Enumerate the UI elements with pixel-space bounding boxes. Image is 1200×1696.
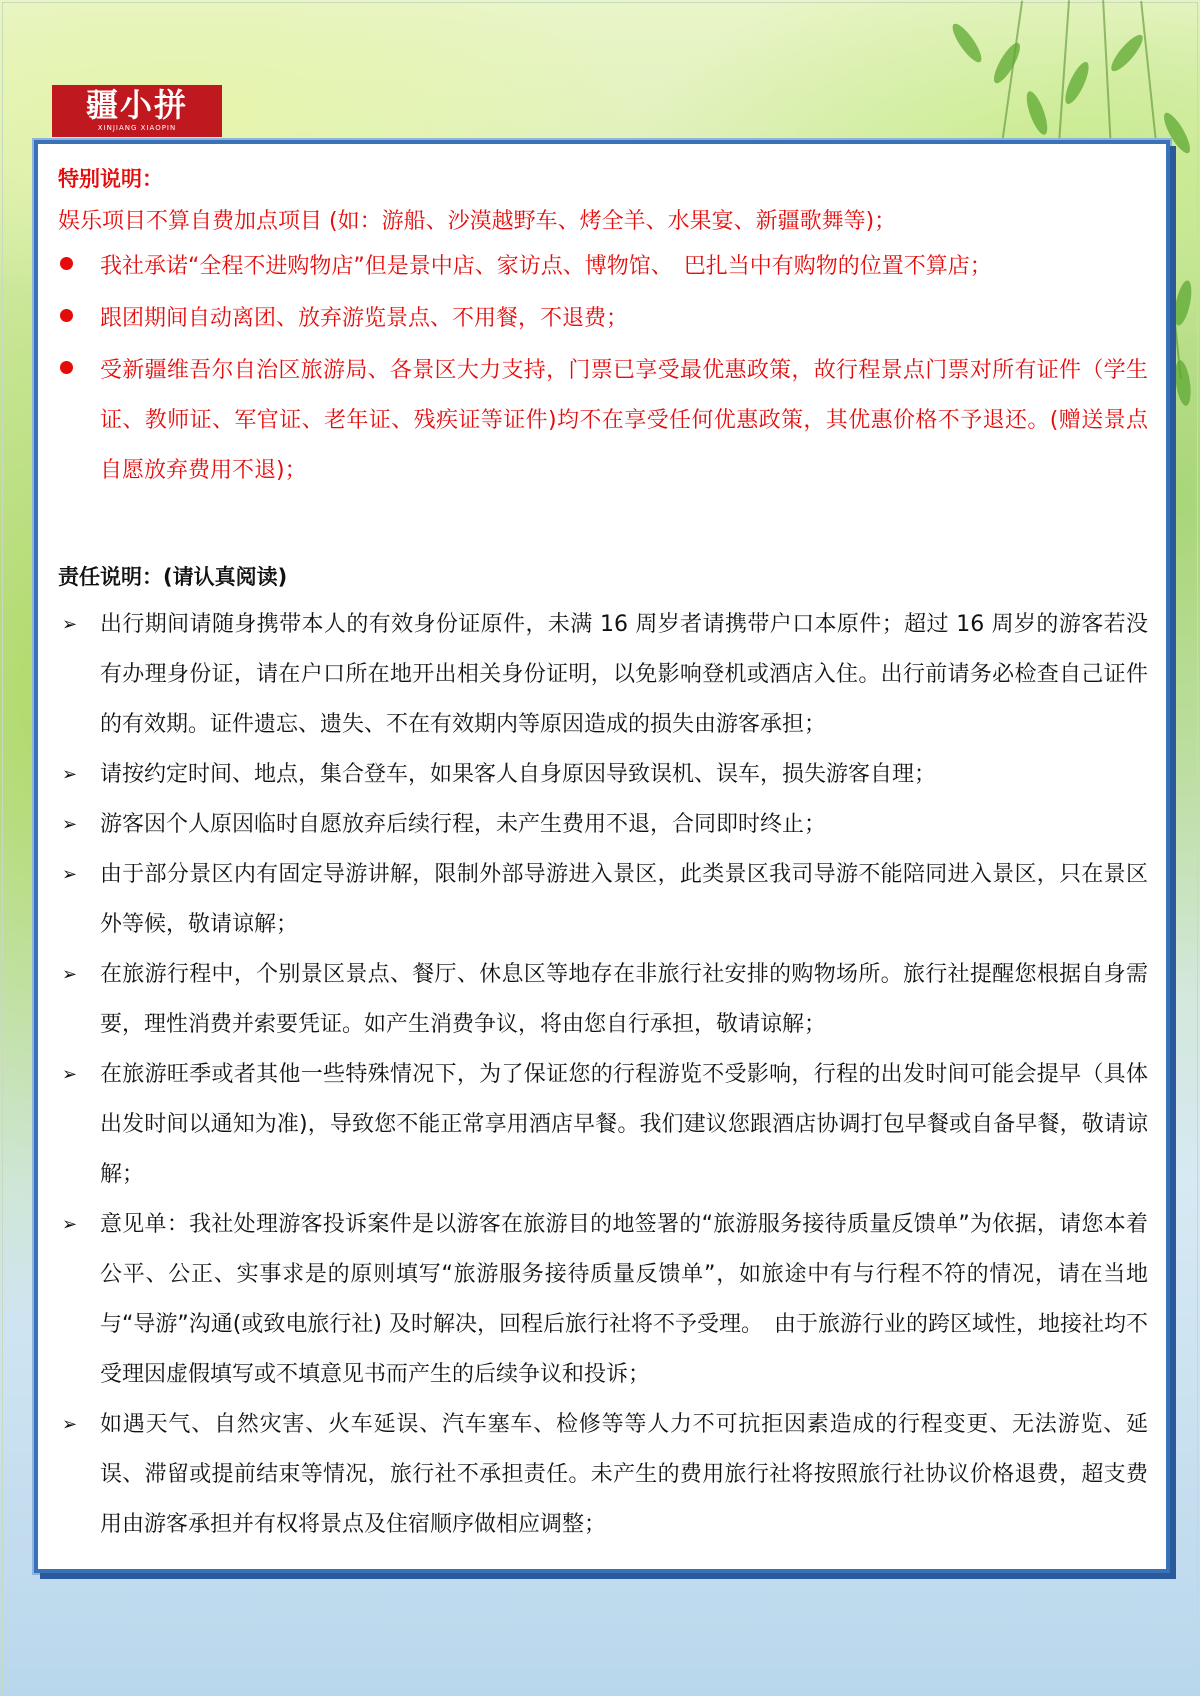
arrow-bullet-icon: ➢ bbox=[62, 614, 78, 635]
arrow-bullet-icon: ➢ bbox=[62, 1064, 78, 1085]
special-note-item: 跟团期间自动离团、放弃游览景点、不用餐，不退费； bbox=[58, 294, 1148, 344]
arrow-bullet-icon: ➢ bbox=[62, 964, 78, 985]
responsibility-item: ➢ 如遇天气、自然灾害、火车延误、汽车塞车、检修等等人力不可抗拒因素造成的行程变更、无法游览、延误、滞留或提前结束等情况，旅行社不承担责任。未产生的费用旅行社将按照旅行社协议价格退费，超支费用由游客承担并有权将景点及住宿顺序做相应调整； bbox=[58, 1400, 1148, 1550]
responsibility-item: ➢ 请按约定时间、地点，集合登车，如果客人自身原因导致误机、误车，损失游客自理； bbox=[58, 750, 1148, 800]
arrow-bullet-icon: ➢ bbox=[62, 814, 78, 835]
bullet-dot-icon bbox=[60, 309, 73, 322]
arrow-bullet-icon: ➢ bbox=[62, 864, 78, 885]
special-notes-list bbox=[58, 242, 1148, 496]
responsibility-title: 责任说明：(请认真阅读) bbox=[58, 565, 288, 589]
responsibility-item: ➢ 游客因个人原因临时自愿放弃后续行程，未产生费用不退，合同即时终止； bbox=[58, 800, 1148, 850]
brand-logo bbox=[52, 85, 222, 137]
content-panel bbox=[34, 140, 1170, 1573]
responsibility-item: ➢ 意见单：我社处理游客投诉案件是以游客在旅游目的地签署的“旅游服务接待质量反馈单”为依据，请您本着公平、公正、实事求是的原则填写“旅游服务接待质量反馈单”，如旅途中有与行程不符的情况，请在当地与“导游”沟通(或致电旅行社) 及时解决，回程后旅行社将不予受理。 由于旅游行业的跨区域性，地接社均不受理因虚假填写或不填意见书而产生的后续争议和投诉； bbox=[58, 1200, 1148, 1400]
arrow-bullet-icon: ➢ bbox=[62, 764, 78, 785]
special-notes-title: 特别说明： bbox=[58, 167, 163, 191]
special-note-item: 受新疆维吾尔自治区旅游局、各景区大力支持，门票已享受最优惠政策，故行程景点门票对所有证件（学生证、教师证、军官证、老年证、残疾证等证件)均不在享受任何优惠政策，其优惠价格不予退还。(赠送景点自愿放弃费用不退)； bbox=[58, 346, 1148, 496]
bullet-dot-icon bbox=[60, 257, 73, 270]
responsibility-item: ➢ 由于部分景区内有固定导游讲解，限制外部导游进入景区，此类景区我司导游不能陪同进入景区，只在景区外等候，敬请谅解； bbox=[58, 850, 1148, 950]
bullet-dot-icon bbox=[60, 361, 73, 374]
arrow-bullet-icon: ➢ bbox=[62, 1214, 78, 1235]
logo-text: 疆小拼 bbox=[85, 86, 188, 124]
logo-subtitle: XINJIANG XIAOPIN bbox=[97, 124, 177, 132]
responsibility-item: ➢ 在旅游行程中，个别景区景点、餐厅、休息区等地存在非旅行社安排的购物场所。旅行社提醒您根据自身需要，理性消费并索要凭证。如产生消费争议，将由您自行承担，敬请谅解； bbox=[58, 950, 1148, 1050]
special-note-item: 我社承诺“全程不进购物店”但是景中店、家访点、博物馆、 巴扎当中有购物的位置不算店； bbox=[58, 242, 1148, 292]
arrow-bullet-icon: ➢ bbox=[62, 1414, 78, 1435]
responsibility-item: ➢ 出行期间请随身携带本人的有效身份证原件，未满 16 周岁者请携带户口本原件；超过 16 周岁的游客若没有办理身份证，请在户口所在地开出相关身份证明，以免影响登机或酒店入住。出行前请务必检查自己证件的有效期。证件遗忘、遗失、不在有效期内等原因造成的损失由游客承担； bbox=[58, 600, 1148, 750]
special-notes-intro: 娱乐项目不算自费加点项目 (如：游船、沙漠越野车、烤全羊、水果宴、新疆歌舞等)； bbox=[58, 209, 897, 234]
responsibility-item: ➢ 在旅游旺季或者其他一些特殊情况下，为了保证您的行程游览不受影响，行程的出发时间可能会提早（具体出发时间以通知为准)，导致您不能正常享用酒店早餐。我们建议您跟酒店协调打包早餐或自备早餐，敬请谅解； bbox=[58, 1050, 1148, 1200]
responsibility-list bbox=[58, 600, 1148, 1550]
